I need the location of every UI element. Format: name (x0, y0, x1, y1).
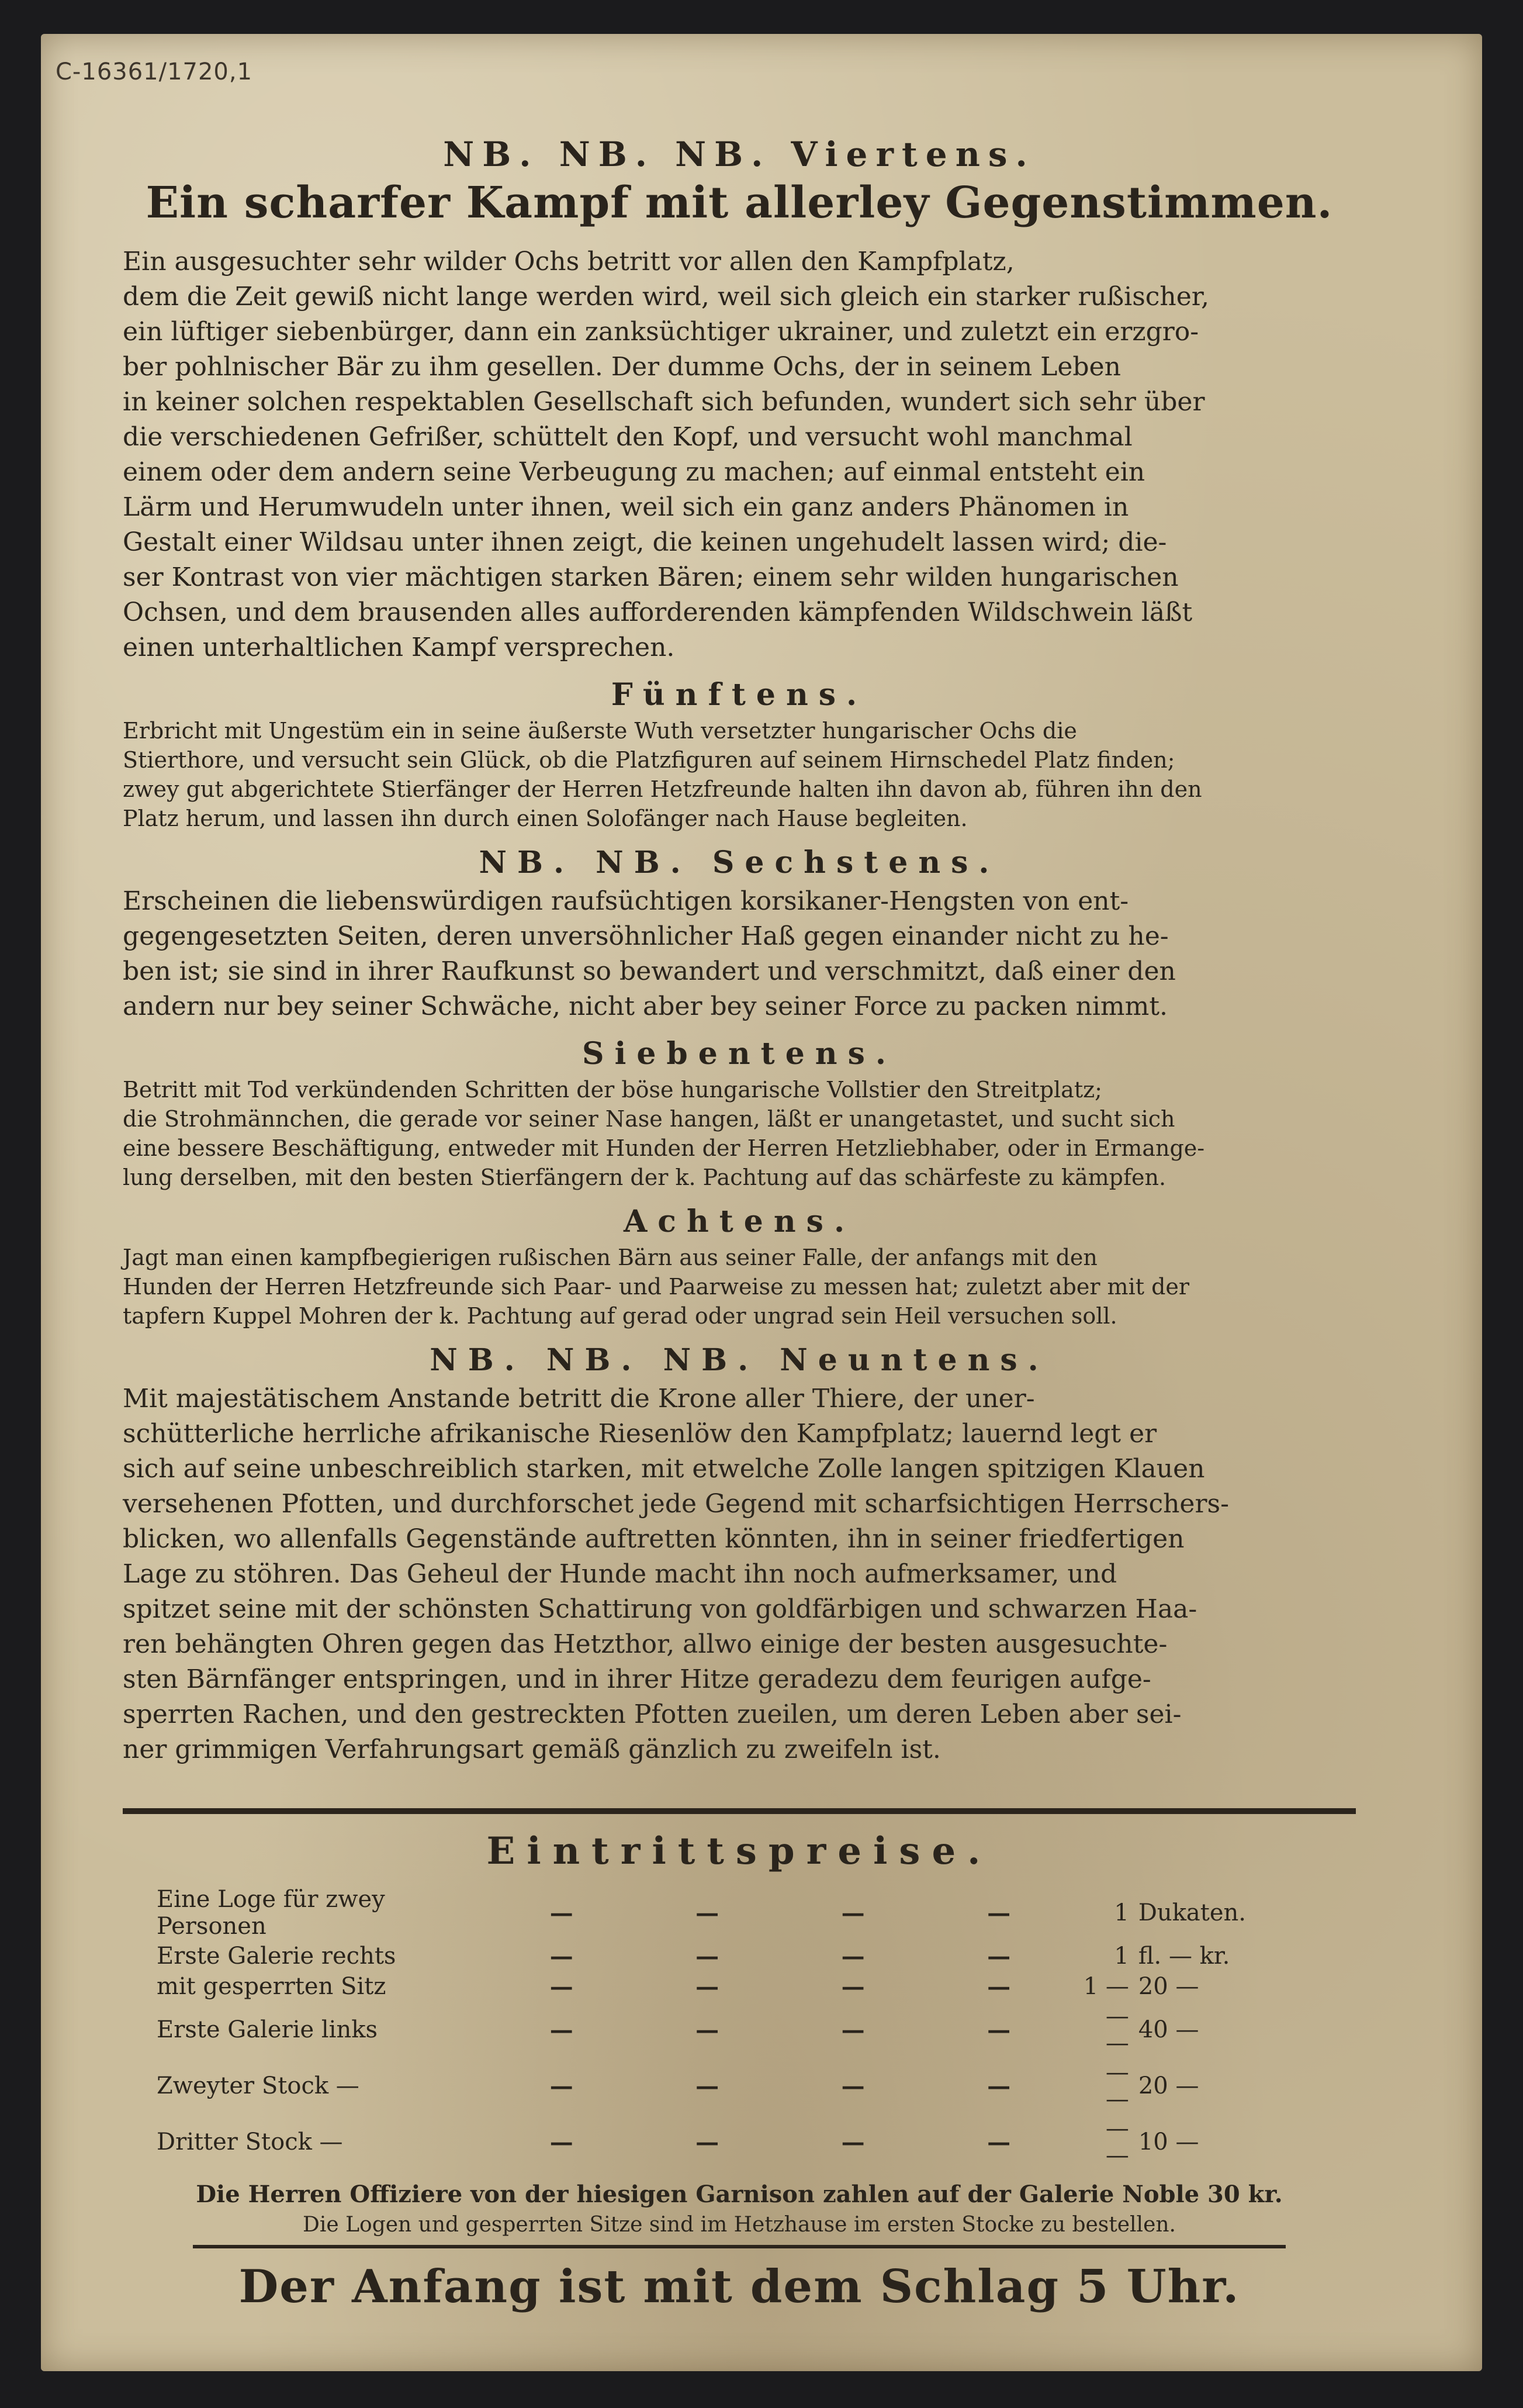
price-dash: — (841, 1972, 865, 2001)
text-line: einem oder dem andern seine Verbeugung zu machen; auf einmal entsteht ein (123, 457, 1145, 487)
price-dash: — (841, 1899, 865, 1927)
price-dash: — (549, 2128, 573, 2156)
text-line: ben ist; sie sind in ihrer Raufkunst so bewandert und verschmitzt, daß einer den (123, 956, 1176, 986)
price-label: Erste Galerie rechts (157, 1943, 396, 1970)
price-unit: 10 — (1138, 2129, 1199, 2155)
text-line: die Strohmännchen, die gerade vor seiner Nase hangen, läßt er unangetastet, und sucht sich (123, 1106, 1175, 1132)
text-line: ner grimmigen Verfahrungsart gemäß gänzlich zu zweifeln ist. (123, 1735, 941, 1764)
text-line: Hunden der Herren Hetzfreunde sich Paar- und Paarweise zu messen hat; zuletzt aber mit der (123, 1274, 1190, 1300)
section7-body (123, 1075, 1356, 1192)
text-line: gegengesetzten Seiten, deren unversöhnlicher Haß gegen einander nicht zu he- (123, 921, 1169, 951)
price-dash: — (549, 1972, 573, 2001)
section8-body (123, 1243, 1356, 1331)
booking-note: Die Logen und gesperrten Sitze sind im Hetzhause im ersten Stocke zu bestellen. (303, 2213, 1176, 2237)
text-line: blicken, wo allenfalls Gegenstände auftretten könnten, ihn in seiner friedfertigen (123, 1524, 1185, 1554)
text-line: zwey gut abgerichtete Stierfänger der Herren Hetzfreunde halten ihn davon ab, führen ihn den (123, 776, 1202, 802)
text-line: ein lüftiger siebenbürger, dann ein zanksüchtiger ukrainer, und zuletzt ein erzgro- (123, 317, 1199, 347)
text-line: spitzet seine mit der schönsten Schattirung von goldfärbigen und schwarzen Haa- (123, 1594, 1197, 1624)
text-line: schütterliche herrliche afrikanische Riesenlöw den Kampfplatz; lauernd legt er (123, 1419, 1157, 1449)
price-dash: — (549, 2072, 573, 2100)
price-table (152, 1885, 1251, 2170)
section4-heading: NB. NB. NB. Viertens. (443, 134, 1036, 174)
price-label: Zweyter Stock — (157, 2072, 359, 2099)
text-line: Ein ausgesuchter sehr wilder Ochs betritt vor allen den Kampfplatz, (123, 247, 1015, 277)
price-unit: 20 — (1138, 1973, 1199, 2000)
text-line: ber pohlnischer Bär zu ihm gesellen. Der dumme Ochs, der in seinem Leben (123, 352, 1121, 382)
section9-heading: NB. NB. NB. Neuntens. (430, 1342, 1049, 1378)
price-dash: — (695, 1942, 719, 1970)
text-line: tapfern Kuppel Mohren der k. Pachtung auf gerad oder ungrad sein Heil versuchen soll. (123, 1303, 1117, 1329)
price-unit: 20 — (1138, 2072, 1199, 2099)
text-line: Erbricht mit Ungestüm ein in seine äußerste Wuth versetzter hungarischer Ochs die (123, 718, 1077, 744)
footer-rule (193, 2245, 1286, 2248)
price-row (152, 2114, 1251, 2170)
text-line: Stierthore, und versucht sein Glück, ob die Platzfiguren auf seinem Hirnschedel Platz finden; (123, 747, 1175, 773)
price-amount: 1 (1114, 1899, 1129, 1926)
price-label: Dritter Stock — (157, 2129, 343, 2155)
divider-rule (123, 1808, 1356, 1814)
price-unit: Dukaten. (1138, 1899, 1246, 1926)
price-amount: 1 — (1083, 1973, 1129, 2000)
price-unit: fl. — kr. (1138, 1943, 1230, 1970)
price-unit: 40 — (1138, 2016, 1199, 2043)
text-line: Mit majestätischem Anstande betritt die Krone aller Thiere, der uner- (123, 1384, 1035, 1414)
text-line: lung derselben, mit den besten Stierfängern der k. Pachtung auf das schärfeste zu kämpfen. (123, 1165, 1167, 1190)
price-dash: — (987, 1899, 1011, 1927)
price-label: Eine Loge für zwey Personen (157, 1886, 385, 1940)
text-line: Lage zu stöhren. Das Geheul der Hunde macht ihn noch aufmerksamer, und (123, 1559, 1117, 1589)
section6-heading: NB. NB. Sechstens. (479, 845, 1000, 880)
price-dash: — (987, 1972, 1011, 2001)
price-dash: — (841, 1942, 865, 1970)
text-line: andern nur bey seiner Schwäche, nicht aber bey seiner Force zu packen nimmt. (123, 991, 1168, 1021)
price-amount: 1 (1114, 1943, 1129, 1970)
section5-body (123, 716, 1356, 833)
text-line: in keiner solchen respektablen Gesellschaft sich befunden, wundert sich sehr über (123, 387, 1205, 417)
price-dash: — (987, 1942, 1011, 1970)
text-line: einen unterhaltlichen Kampf versprechen. (123, 633, 675, 662)
section4-body (123, 244, 1356, 665)
price-dash: — (987, 2016, 1011, 2044)
price-amount: — — (1105, 2115, 1129, 2169)
price-dash: — (695, 2072, 719, 2100)
price-dash: — (549, 2016, 573, 2044)
price-dash: — (695, 1899, 719, 1927)
text-line: sperrten Rachen, und den gestreckten Pfotten zueilen, um deren Leben aber sei- (123, 1699, 1182, 1729)
text-line: Gestalt einer Wildsau unter ihnen zeigt, die keinen ungehudelt lassen wird; die- (123, 527, 1167, 557)
price-row (152, 2002, 1251, 2058)
text-line: Ochsen, und dem brausenden alles aufforderenden kämpfenden Wildschwein läßt (123, 597, 1193, 627)
prices-title: Eintrittspreise. (486, 1829, 992, 1873)
start-time: Der Anfang ist mit dem Schlag 5 Uhr. (238, 2260, 1240, 2313)
text-line: Erscheinen die liebenswürdigen raufsüchtigen korsikaner-Hengsten von ent- (123, 886, 1129, 916)
price-dash: — (695, 2128, 719, 2156)
text-line: die verschiedenen Gefrißer, schüttelt den Kopf, und versucht wohl manchmal (123, 422, 1133, 452)
text-line: Lärm und Herumwudeln unter ihnen, weil sich ein ganz anders Phänomen in (123, 492, 1129, 522)
section4-subheading: Ein scharfer Kampf mit allerley Gegenstimmen. (146, 178, 1333, 228)
text-line: versehenen Pfotten, und durchforschet jede Gegend mit scharfsichtigen Herrschers- (123, 1489, 1229, 1519)
price-label: Erste Galerie links (157, 2016, 378, 2043)
section5-heading: Fünftens. (611, 677, 868, 713)
price-amount: — — (1105, 2059, 1129, 2113)
price-dash: — (841, 2016, 865, 2044)
section9-body (123, 1381, 1356, 1767)
officers-note: Die Herren Offiziere von der hiesigen Garnison zahlen auf der Galerie Noble 30 kr. (196, 2181, 1283, 2208)
text-line: ser Kontrast von vier mächtigen starken Bären; einem sehr wilden hungarischen (123, 562, 1179, 592)
text-line: sich auf seine unbeschreiblich starken, mit etwelche Zolle langen spitzigen Klauen (123, 1454, 1205, 1484)
price-dash: — (549, 1899, 573, 1927)
price-row (152, 1885, 1251, 1941)
section7-heading: Siebentens. (582, 1036, 897, 1072)
text-line: Betritt mit Tod verkündenden Schritten der böse hungarische Vollstier den Streitplatz; (123, 1077, 1102, 1103)
text-line: Platz herum, und lassen ihn durch einen Solofänger nach Hause begleiten. (123, 806, 968, 831)
price-dash: — (987, 2072, 1011, 2100)
section8-heading: Achtens. (623, 1204, 856, 1239)
text-line: ren behängten Ohren gegen das Hetzthor, allwo einige der besten ausgesuchte- (123, 1629, 1168, 1659)
text-line: sten Bärnfänger entspringen, und in ihrer Hitze geradezu dem feurigen aufge- (123, 1664, 1151, 1694)
poster-content (123, 129, 1356, 2313)
price-label: mit gesperrten Sitz (157, 1973, 386, 2000)
price-dash: — (695, 1972, 719, 2001)
section6-body (123, 884, 1356, 1024)
text-line: eine bessere Beschäftigung, entweder mit Hunden der Herren Hetzliebhaber, oder in Ermange- (123, 1135, 1205, 1161)
price-dash: — (549, 1942, 573, 1970)
price-dash: — (841, 2072, 865, 2100)
price-row (152, 2058, 1251, 2114)
text-line: dem die Zeit gewiß nicht lange werden wird, weil sich gleich ein starker rußischer, (123, 282, 1209, 312)
price-dash: — (695, 2016, 719, 2044)
price-amount: — — (1105, 2003, 1129, 2057)
price-row (152, 1941, 1251, 1971)
price-dash: — (987, 2128, 1011, 2156)
text-line: Jagt man einen kampfbegierigen rußischen Bärn aus seiner Falle, der anfangs mit den (123, 1245, 1098, 1270)
price-row (152, 1971, 1251, 2002)
shelfmark: C-16361/1720,1 (56, 58, 253, 85)
price-dash: — (841, 2128, 865, 2156)
